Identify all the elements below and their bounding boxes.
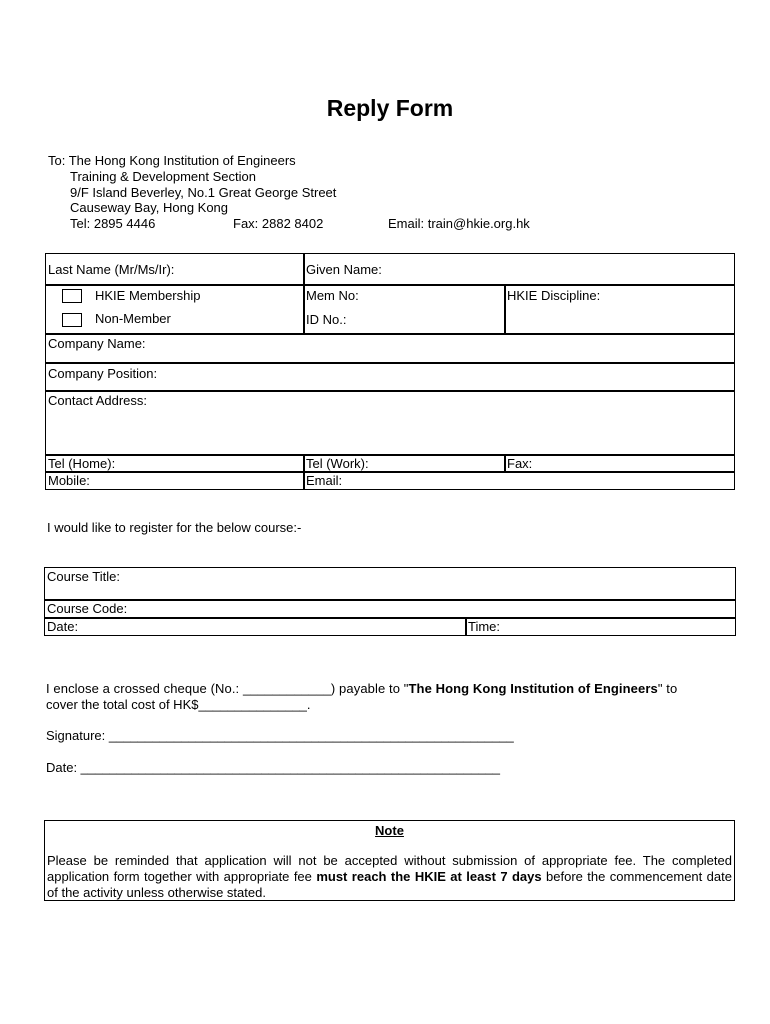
address-line2: Causeway Bay, Hong Kong [70,200,229,215]
payment-line2: cover the total cost of HK$_______________. [46,697,311,712]
non-member-checkbox[interactable] [62,313,82,327]
tel-work-label: Tel (Work): [306,456,369,471]
register-text: I would like to register for the below course:- [47,520,302,535]
payment-text-1: I enclose a crossed cheque (No.: ____________) payable to " [46,681,409,696]
address-section: Training & Development Section [70,169,256,184]
address-to [48,153,296,169]
note-text-2: before the commencement date of the activity unless otherwise stated. [47,869,732,900]
contact-address-label: Contact Address: [48,393,147,408]
to-label: To: [48,153,66,168]
company-name-label: Company Name: [48,336,146,351]
company-position-label: Company Position: [48,366,158,381]
course-date-label: Date: [47,619,79,634]
tel-home-label: Tel (Home): [48,456,116,471]
given-name-cell[interactable] [303,253,735,286]
course-code-cell[interactable] [44,599,736,619]
membership-checkbox[interactable] [62,289,82,303]
note-title: Note [375,823,404,838]
course-date-cell[interactable] [44,617,467,636]
email-label: Email: [306,473,343,488]
last-name-cell[interactable] [45,253,305,286]
given-name-label: Given Name: [306,262,382,277]
course-time-cell[interactable] [465,617,736,636]
id-no-label: ID No.: [306,312,347,327]
payment-text-2: " to [657,681,678,696]
org-name: The Hong Kong Institution of Engineers [68,153,296,168]
payee-name: The Hong Kong Institution of Engineers [408,681,658,696]
address-line1: 9/F Island Beverley, No.1 Great George Street [70,185,337,200]
date-line[interactable]: Date: __________________________________________________________ [46,760,501,775]
payment-line1 [46,681,677,696]
mem-no-label: Mem No: [306,288,359,303]
mobile-cell[interactable] [45,471,305,490]
note-text [47,853,732,901]
signature-line[interactable]: Signature: ________________________________________________________ [46,728,514,743]
membership-cell [45,284,305,335]
address-tel: Tel: 2895 4446 [70,216,156,231]
mobile-label: Mobile: [48,473,90,488]
note-emphasis: must reach the HKIE at least 7 days [316,869,542,884]
discipline-cell[interactable] [504,284,735,335]
membership-label: HKIE Membership [95,288,201,303]
course-code-label: Course Code: [47,601,128,616]
mem-no-cell[interactable] [303,284,506,335]
last-name-label: Last Name (Mr/Ms/Ir): [48,262,175,277]
address-fax: Fax: 2882 8402 [233,216,324,231]
course-time-label: Time: [468,619,501,634]
company-name-cell[interactable] [45,333,735,364]
contact-address-cell[interactable] [45,390,735,456]
non-member-label: Non-Member [95,311,171,326]
discipline-label: HKIE Discipline: [507,288,601,303]
page-title: Reply Form [326,95,454,121]
course-title-label: Course Title: [47,569,120,584]
note-text-1: Please be reminded that application will not be accepted without submission of appropriate fee. The completed application form together with appropriate fee [47,853,732,884]
address-email: Email: train@hkie.org.hk [388,216,530,231]
note-box [44,820,735,901]
company-position-cell[interactable] [45,362,735,392]
email-cell[interactable] [303,471,735,490]
fax-label: Fax: [507,456,533,471]
course-title-cell[interactable] [44,567,736,601]
